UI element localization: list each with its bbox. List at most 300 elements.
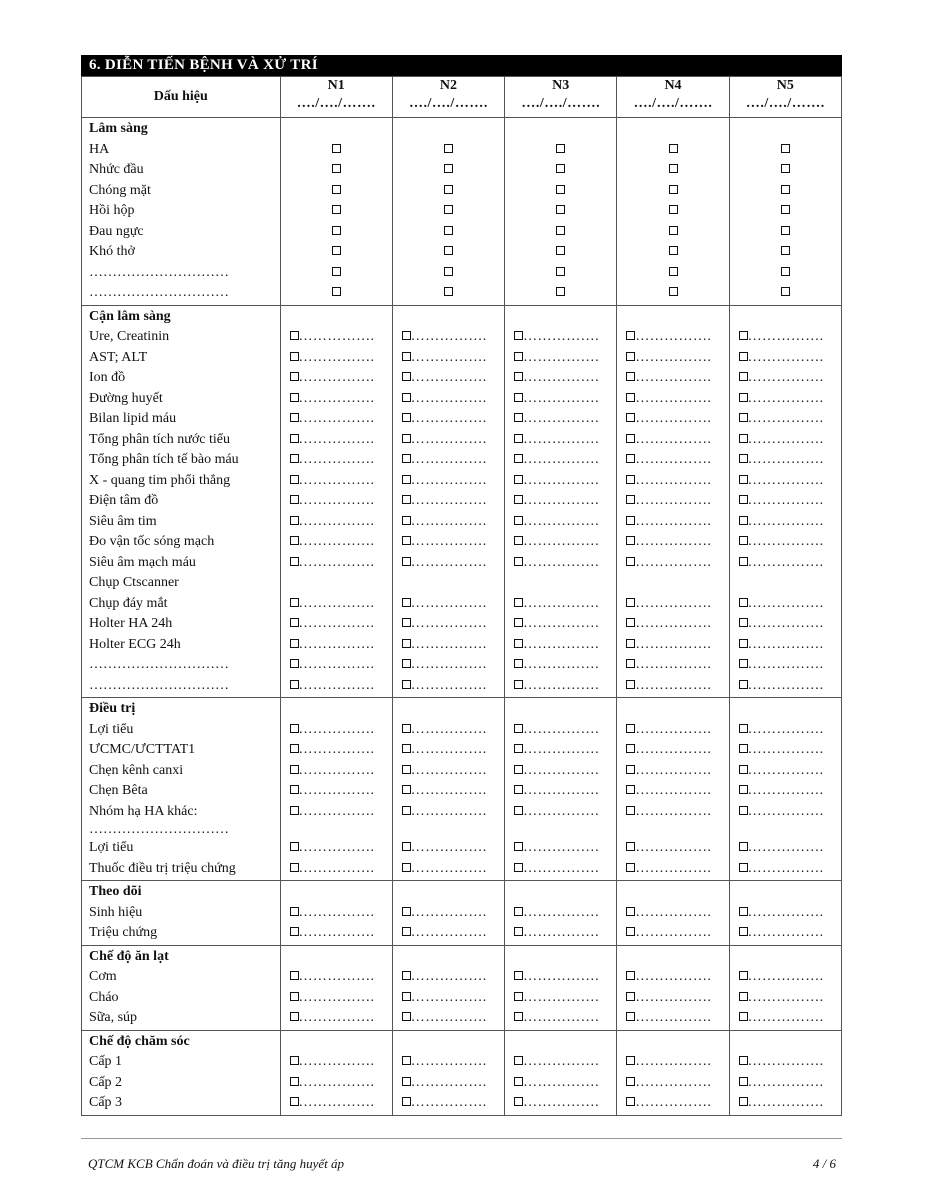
fill-in-line[interactable]: ……………. (410, 1095, 487, 1110)
checkbox-icon[interactable] (626, 475, 635, 484)
checkbox-icon[interactable] (290, 454, 299, 463)
fill-in-line[interactable]: ……………. (635, 595, 712, 611)
fill-in-line[interactable]: ……………. (523, 534, 599, 549)
checkbox-icon[interactable] (626, 639, 635, 648)
checkbox-icon[interactable] (781, 287, 790, 296)
checkbox-icon[interactable] (290, 842, 299, 851)
checkbox-icon[interactable] (739, 659, 748, 668)
checkbox-icon[interactable] (290, 927, 299, 936)
checkbox-icon[interactable] (402, 618, 411, 627)
checkbox-icon[interactable] (402, 765, 411, 774)
checkbox-icon[interactable] (626, 352, 635, 361)
checkbox-icon[interactable] (781, 164, 790, 173)
fill-in-line[interactable]: ……………. (747, 472, 824, 488)
checkbox-icon[interactable] (290, 557, 299, 566)
checkbox-icon[interactable] (402, 536, 411, 545)
checkbox-icon[interactable] (514, 454, 523, 463)
checkbox-icon[interactable] (514, 618, 523, 627)
checkbox-icon[interactable] (402, 434, 411, 443)
checkbox-icon[interactable] (332, 246, 341, 255)
fill-in-line[interactable]: ……………. (747, 657, 824, 672)
fill-in-line[interactable]: ……………. (523, 803, 599, 819)
fill-in-line[interactable]: ……………. (747, 534, 824, 549)
checkbox-icon[interactable] (290, 992, 299, 1001)
fill-in-line[interactable]: ……………. (410, 452, 487, 467)
fill-in-line[interactable]: ……………. (635, 513, 712, 529)
fill-in-line[interactable]: ……………. (747, 513, 824, 529)
fill-in-line[interactable]: ……………. (298, 329, 375, 344)
fill-in-line[interactable]: ……………. (635, 969, 712, 984)
checkbox-icon[interactable] (402, 744, 411, 753)
fill-in-line[interactable]: ……………. (635, 1010, 712, 1025)
fill-in-line[interactable]: ……………. (523, 554, 599, 570)
checkbox-icon[interactable] (514, 352, 523, 361)
fill-in-line[interactable]: ……………. (523, 904, 599, 920)
fill-in-line[interactable]: ……………. (298, 762, 375, 778)
day-date-field[interactable]: …./…./……. (633, 96, 713, 111)
fill-in-line[interactable]: ……………. (410, 472, 487, 488)
fill-in-line[interactable]: ……………. (747, 969, 824, 984)
fill-in-line[interactable]: ……………. (410, 616, 487, 631)
checkbox-icon[interactable] (739, 598, 748, 607)
fill-in-line[interactable]: ……………. (410, 329, 487, 344)
checkbox-icon[interactable] (332, 205, 341, 214)
fill-in-line[interactable]: ……………. (635, 925, 712, 940)
fill-in-line[interactable]: ……………. (410, 513, 487, 529)
fill-in-line[interactable]: ……………. (298, 904, 375, 920)
fill-in-line[interactable]: ……………. (410, 657, 487, 672)
fill-in-line[interactable]: ……………. (298, 1010, 375, 1025)
fill-in-line[interactable]: ……………. (523, 636, 599, 652)
checkbox-icon[interactable] (669, 246, 678, 255)
day-date-field[interactable]: …./…./……. (409, 96, 488, 111)
fill-in-line[interactable]: ……………. (410, 803, 487, 819)
checkbox-icon[interactable] (402, 413, 411, 422)
checkbox-icon[interactable] (514, 434, 523, 443)
checkbox-icon[interactable] (514, 1012, 523, 1021)
checkbox-icon[interactable] (290, 598, 299, 607)
checkbox-icon[interactable] (626, 536, 635, 545)
fill-in-line[interactable]: ……………. (523, 349, 599, 365)
fill-in-line[interactable]: ……………. (747, 1095, 824, 1110)
checkbox-icon[interactable] (739, 331, 748, 340)
checkbox-icon[interactable] (739, 863, 748, 872)
fill-in-line[interactable]: ……………. (298, 616, 375, 631)
checkbox-icon[interactable] (781, 144, 790, 153)
checkbox-icon[interactable] (739, 907, 748, 916)
day-date-field[interactable]: …./…./……. (745, 96, 825, 111)
fill-in-line[interactable]: ……………. (635, 1054, 712, 1069)
checkbox-icon[interactable] (290, 639, 299, 648)
checkbox-icon[interactable] (402, 1056, 411, 1065)
checkbox-icon[interactable] (739, 393, 748, 402)
fill-in-line[interactable]: ……………. (410, 1074, 487, 1090)
checkbox-icon[interactable] (626, 1012, 635, 1021)
checkbox-icon[interactable] (402, 495, 411, 504)
fill-in-line[interactable]: ……………. (523, 721, 599, 737)
fill-in-line[interactable]: ……………. (635, 554, 712, 570)
checkbox-icon[interactable] (739, 927, 748, 936)
checkbox-icon[interactable] (514, 659, 523, 668)
fill-in-line[interactable]: ……………. (747, 783, 824, 798)
fill-in-line[interactable]: ……………. (298, 513, 375, 529)
checkbox-icon[interactable] (739, 1012, 748, 1021)
checkbox-icon[interactable] (290, 680, 299, 689)
fill-in-line[interactable]: ……………. (635, 860, 712, 876)
fill-in-line[interactable]: ……………. (635, 411, 712, 426)
checkbox-icon[interactable] (514, 372, 523, 381)
fill-in-line[interactable]: ……………. (298, 411, 375, 426)
fill-in-line[interactable]: ……………. (747, 721, 824, 737)
checkbox-icon[interactable] (739, 785, 748, 794)
checkbox-icon[interactable] (402, 352, 411, 361)
fill-in-line[interactable]: ……………. (298, 349, 375, 365)
checkbox-icon[interactable] (626, 863, 635, 872)
checkbox-icon[interactable] (514, 1056, 523, 1065)
fill-in-line[interactable]: ……………. (635, 534, 712, 549)
fill-in-line[interactable]: ……………. (635, 493, 712, 508)
checkbox-icon[interactable] (514, 907, 523, 916)
checkbox-icon[interactable] (739, 352, 748, 361)
fill-in-line[interactable]: ……………. (635, 742, 712, 757)
fill-in-line[interactable]: ……………. (523, 411, 599, 426)
checkbox-icon[interactable] (444, 164, 453, 173)
fill-in-line[interactable]: ……………. (298, 636, 375, 652)
fill-in-line[interactable]: ……………. (747, 329, 824, 344)
fill-in-line[interactable]: ……………. (523, 329, 599, 344)
checkbox-icon[interactable] (739, 680, 748, 689)
fill-in-line[interactable]: ……………. (747, 904, 824, 920)
fill-in-line[interactable]: ……………. (410, 411, 487, 426)
checkbox-icon[interactable] (444, 246, 453, 255)
fill-in-line[interactable]: ……………. (410, 370, 487, 385)
checkbox-icon[interactable] (514, 744, 523, 753)
checkbox-icon[interactable] (514, 557, 523, 566)
fill-in-line[interactable]: ……………. (298, 840, 375, 855)
checkbox-icon[interactable] (402, 992, 411, 1001)
checkbox-icon[interactable] (332, 164, 341, 173)
fill-in-line[interactable]: ……………. (635, 1095, 712, 1110)
checkbox-icon[interactable] (290, 744, 299, 753)
checkbox-icon[interactable] (514, 536, 523, 545)
checkbox-icon[interactable] (739, 434, 748, 443)
checkbox-icon[interactable] (669, 144, 678, 153)
checkbox-icon[interactable] (290, 475, 299, 484)
fill-in-line[interactable]: ……………. (747, 989, 824, 1005)
fill-in-line[interactable]: ……………. (410, 742, 487, 757)
fill-in-line[interactable]: ……………. (523, 969, 599, 984)
checkbox-icon[interactable] (402, 806, 411, 815)
checkbox-icon[interactable] (402, 1077, 411, 1086)
fill-in-line[interactable]: ……………. (747, 1010, 824, 1025)
fill-in-line[interactable]: ……………. (410, 1054, 487, 1069)
fill-in-line[interactable]: ……………. (747, 803, 824, 819)
fill-in-line[interactable]: ……………. (410, 783, 487, 798)
fill-in-line[interactable]: ……………. (523, 989, 599, 1005)
checkbox-icon[interactable] (669, 164, 678, 173)
checkbox-icon[interactable] (739, 454, 748, 463)
checkbox-icon[interactable] (556, 205, 565, 214)
fill-in-line[interactable]: ……………. (523, 840, 599, 855)
checkbox-icon[interactable] (514, 393, 523, 402)
fill-in-line[interactable]: ……………. (410, 493, 487, 508)
fill-in-line[interactable]: ……………. (298, 534, 375, 549)
checkbox-icon[interactable] (290, 1056, 299, 1065)
fill-in-line[interactable]: ……………. (523, 1095, 599, 1110)
fill-in-line[interactable]: ……………. (410, 904, 487, 920)
checkbox-icon[interactable] (626, 495, 635, 504)
checkbox-icon[interactable] (402, 598, 411, 607)
checkbox-icon[interactable] (626, 393, 635, 402)
checkbox-icon[interactable] (290, 618, 299, 627)
checkbox-icon[interactable] (332, 287, 341, 296)
checkbox-icon[interactable] (626, 1056, 635, 1065)
checkbox-icon[interactable] (669, 287, 678, 296)
checkbox-icon[interactable] (332, 267, 341, 276)
checkbox-icon[interactable] (626, 992, 635, 1001)
checkbox-icon[interactable] (290, 806, 299, 815)
fill-in-line[interactable]: ……………. (410, 677, 487, 693)
checkbox-icon[interactable] (556, 164, 565, 173)
fill-in-line[interactable]: ……………. (523, 513, 599, 529)
fill-in-line[interactable]: ……………. (298, 1054, 375, 1069)
fill-in-line[interactable]: ……………. (523, 595, 599, 611)
fill-in-line[interactable]: ……………. (523, 742, 599, 757)
checkbox-icon[interactable] (739, 744, 748, 753)
checkbox-icon[interactable] (626, 785, 635, 794)
checkbox-icon[interactable] (626, 744, 635, 753)
fill-in-line[interactable]: ……………. (298, 989, 375, 1005)
checkbox-icon[interactable] (556, 185, 565, 194)
fill-in-line[interactable]: ……………. (298, 1095, 375, 1110)
checkbox-icon[interactable] (626, 454, 635, 463)
checkbox-icon[interactable] (444, 287, 453, 296)
checkbox-icon[interactable] (402, 475, 411, 484)
checkbox-icon[interactable] (626, 842, 635, 851)
checkbox-icon[interactable] (290, 765, 299, 774)
checkbox-icon[interactable] (514, 992, 523, 1001)
checkbox-icon[interactable] (514, 785, 523, 794)
checkbox-icon[interactable] (444, 226, 453, 235)
checkbox-icon[interactable] (402, 639, 411, 648)
fill-in-line[interactable]: ……………. (410, 636, 487, 652)
checkbox-icon[interactable] (626, 806, 635, 815)
fill-in-line[interactable]: ……………. (523, 657, 599, 672)
checkbox-icon[interactable] (402, 680, 411, 689)
fill-in-line[interactable]: ……………. (410, 840, 487, 855)
fill-in-line[interactable]: ……………. (298, 472, 375, 488)
fill-in-line[interactable]: ……………. (635, 370, 712, 385)
checkbox-icon[interactable] (514, 971, 523, 980)
checkbox-icon[interactable] (402, 454, 411, 463)
checkbox-icon[interactable] (739, 516, 748, 525)
fill-in-line[interactable]: ……………. (635, 677, 712, 693)
fill-in-line[interactable]: ……………. (523, 783, 599, 798)
fill-in-line[interactable]: ……………. (298, 493, 375, 508)
fill-in-line[interactable]: ……………. (523, 762, 599, 778)
fill-in-line[interactable]: ……………. (523, 677, 599, 693)
checkbox-icon[interactable] (290, 724, 299, 733)
checkbox-icon[interactable] (290, 971, 299, 980)
checkbox-icon[interactable] (781, 246, 790, 255)
checkbox-icon[interactable] (514, 765, 523, 774)
checkbox-icon[interactable] (402, 724, 411, 733)
fill-in-line[interactable]: ……………. (635, 390, 712, 406)
checkbox-icon[interactable] (290, 1012, 299, 1021)
checkbox-icon[interactable] (290, 1097, 299, 1106)
fill-in-line[interactable]: ……………. (410, 554, 487, 570)
checkbox-icon[interactable] (626, 413, 635, 422)
checkbox-icon[interactable] (556, 267, 565, 276)
fill-in-line[interactable]: ……………. (298, 554, 375, 570)
checkbox-icon[interactable] (332, 185, 341, 194)
fill-in-line[interactable]: ……………. (298, 370, 375, 385)
checkbox-icon[interactable] (669, 205, 678, 214)
checkbox-icon[interactable] (739, 1056, 748, 1065)
fill-in-line[interactable]: ……………. (523, 925, 599, 940)
fill-in-line[interactable]: ……………. (523, 616, 599, 631)
checkbox-icon[interactable] (626, 765, 635, 774)
checkbox-icon[interactable] (290, 907, 299, 916)
checkbox-icon[interactable] (626, 1097, 635, 1106)
checkbox-icon[interactable] (739, 1077, 748, 1086)
checkbox-icon[interactable] (332, 144, 341, 153)
fill-in-line[interactable]: ……………. (747, 925, 824, 940)
checkbox-icon[interactable] (514, 475, 523, 484)
checkbox-icon[interactable] (739, 495, 748, 504)
fill-in-line[interactable]: ……………. (747, 616, 824, 631)
fill-in-line[interactable]: ……………. (635, 783, 712, 798)
checkbox-icon[interactable] (781, 267, 790, 276)
checkbox-icon[interactable] (739, 557, 748, 566)
checkbox-icon[interactable] (626, 971, 635, 980)
checkbox-icon[interactable] (444, 267, 453, 276)
fill-in-line[interactable]: ……………. (523, 431, 599, 447)
checkbox-icon[interactable] (739, 724, 748, 733)
checkbox-icon[interactable] (739, 475, 748, 484)
checkbox-icon[interactable] (290, 413, 299, 422)
checkbox-icon[interactable] (290, 434, 299, 443)
checkbox-icon[interactable] (402, 842, 411, 851)
checkbox-icon[interactable] (290, 536, 299, 545)
fill-in-line[interactable]: ……………. (298, 657, 375, 672)
fill-in-line[interactable]: ……………. (523, 452, 599, 467)
fill-in-line[interactable]: ……………. (747, 431, 824, 447)
fill-in-line[interactable]: ……………. (523, 1010, 599, 1025)
fill-in-line[interactable]: ……………. (410, 595, 487, 611)
fill-in-line[interactable]: ……………. (747, 390, 824, 406)
checkbox-icon[interactable] (626, 1077, 635, 1086)
fill-in-line[interactable]: ……………. (635, 840, 712, 855)
checkbox-icon[interactable] (290, 516, 299, 525)
day-date-field[interactable]: …./…./……. (296, 96, 376, 111)
fill-in-line[interactable]: ……………. (635, 657, 712, 672)
checkbox-icon[interactable] (556, 246, 565, 255)
checkbox-icon[interactable] (402, 393, 411, 402)
fill-in-line[interactable]: ……………. (635, 431, 712, 447)
fill-in-line[interactable]: ……………. (298, 860, 375, 876)
fill-in-line[interactable]: ……………. (298, 783, 375, 798)
checkbox-icon[interactable] (626, 372, 635, 381)
fill-in-line[interactable]: ……………. (410, 762, 487, 778)
checkbox-icon[interactable] (739, 842, 748, 851)
fill-in-line[interactable]: ……………. (410, 349, 487, 365)
checkbox-icon[interactable] (626, 557, 635, 566)
checkbox-icon[interactable] (444, 185, 453, 194)
fill-in-line[interactable]: ……………. (298, 969, 375, 984)
fill-in-line[interactable]: ……………. (410, 925, 487, 940)
checkbox-icon[interactable] (402, 971, 411, 980)
checkbox-icon[interactable] (290, 785, 299, 794)
fill-in-line[interactable]: ……………. (747, 1074, 824, 1090)
fill-in-line[interactable]: ……………. (410, 969, 487, 984)
checkbox-icon[interactable] (402, 331, 411, 340)
checkbox-icon[interactable] (626, 680, 635, 689)
checkbox-icon[interactable] (781, 185, 790, 194)
checkbox-icon[interactable] (290, 372, 299, 381)
fill-in-line[interactable]: ……………. (747, 860, 824, 876)
checkbox-icon[interactable] (402, 907, 411, 916)
checkbox-icon[interactable] (739, 765, 748, 774)
checkbox-icon[interactable] (514, 413, 523, 422)
checkbox-icon[interactable] (739, 1097, 748, 1106)
checkbox-icon[interactable] (514, 724, 523, 733)
checkbox-icon[interactable] (290, 495, 299, 504)
fill-in-line[interactable]: ……………. (635, 904, 712, 920)
checkbox-icon[interactable] (739, 372, 748, 381)
fill-in-line[interactable]: ……………. (410, 721, 487, 737)
checkbox-icon[interactable] (332, 226, 341, 235)
fill-in-line[interactable]: ……………. (523, 860, 599, 876)
fill-in-line[interactable]: ……………. (635, 989, 712, 1005)
checkbox-icon[interactable] (444, 205, 453, 214)
fill-in-line[interactable]: ……………. (747, 493, 824, 508)
checkbox-icon[interactable] (626, 927, 635, 936)
checkbox-icon[interactable] (556, 144, 565, 153)
checkbox-icon[interactable] (514, 598, 523, 607)
day-date-field[interactable]: …./…./……. (521, 96, 601, 111)
checkbox-icon[interactable] (739, 806, 748, 815)
checkbox-icon[interactable] (402, 659, 411, 668)
checkbox-icon[interactable] (402, 557, 411, 566)
fill-in-line[interactable]: ……………. (747, 349, 824, 365)
fill-in-line[interactable]: ……………. (298, 925, 375, 940)
checkbox-icon[interactable] (626, 724, 635, 733)
checkbox-icon[interactable] (514, 1097, 523, 1106)
checkbox-icon[interactable] (514, 680, 523, 689)
fill-in-line[interactable]: ……………. (523, 1054, 599, 1069)
checkbox-icon[interactable] (556, 226, 565, 235)
fill-in-line[interactable]: ……………. (747, 677, 824, 693)
fill-in-line[interactable]: ……………. (747, 595, 824, 611)
checkbox-icon[interactable] (402, 785, 411, 794)
fill-in-line[interactable]: ……………. (298, 431, 375, 447)
checkbox-icon[interactable] (626, 907, 635, 916)
checkbox-icon[interactable] (402, 516, 411, 525)
fill-in-line[interactable]: ……………. (747, 370, 824, 385)
checkbox-icon[interactable] (669, 267, 678, 276)
fill-in-line[interactable]: ……………. (410, 431, 487, 447)
checkbox-icon[interactable] (739, 639, 748, 648)
fill-in-line[interactable]: ……………. (635, 349, 712, 365)
checkbox-icon[interactable] (290, 659, 299, 668)
checkbox-icon[interactable] (514, 331, 523, 340)
fill-in-line[interactable]: ……………. (635, 721, 712, 737)
fill-in-line[interactable]: ……………. (298, 677, 375, 693)
fill-in-line[interactable]: ……………. (635, 1074, 712, 1090)
fill-in-line[interactable]: ……………. (523, 370, 599, 385)
checkbox-icon[interactable] (514, 516, 523, 525)
